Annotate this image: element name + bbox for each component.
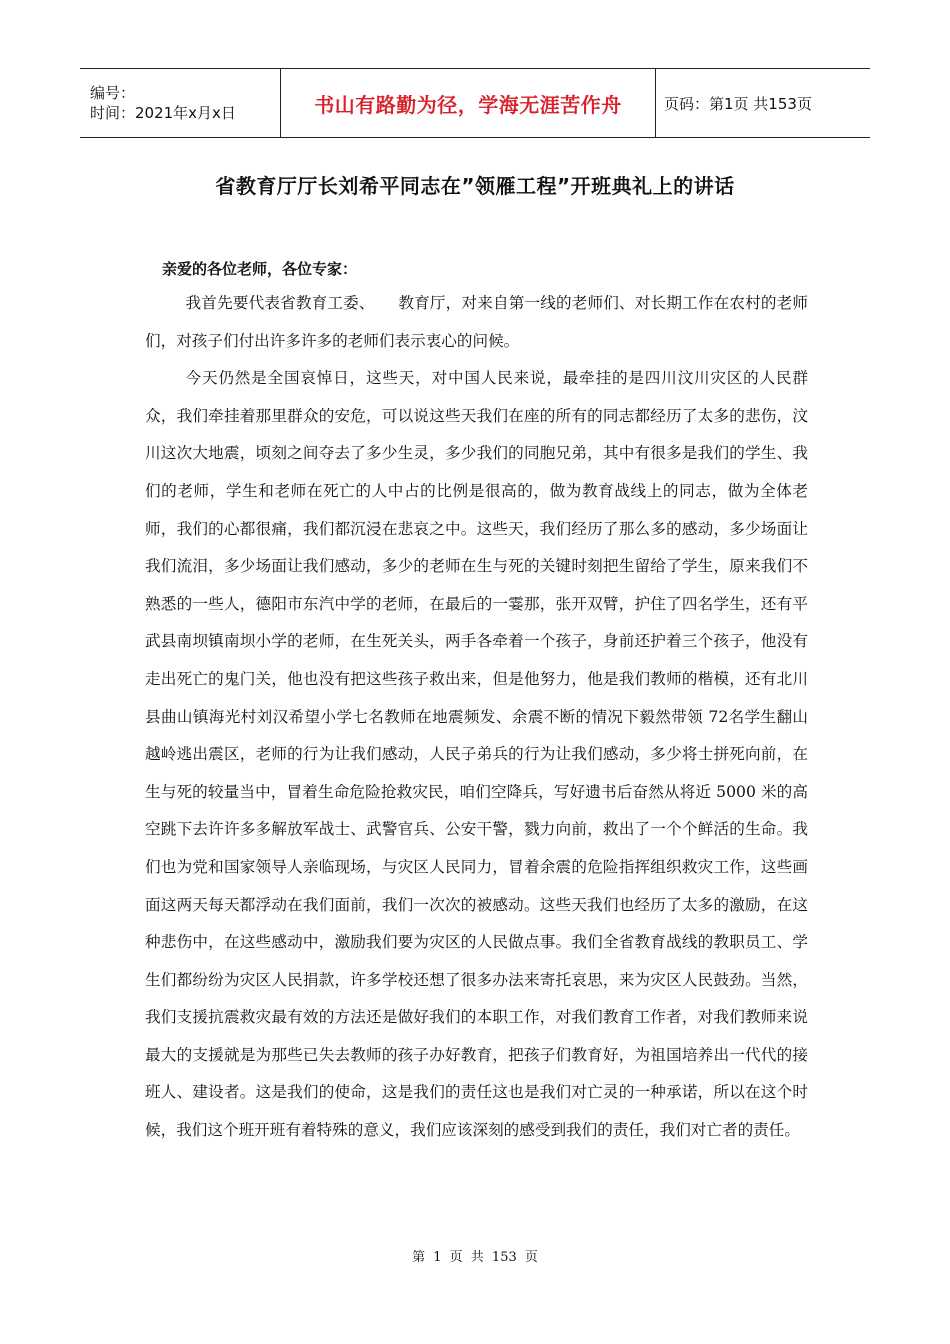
document-number-label: 编号： (90, 84, 136, 102)
salutation: 亲爱的各位老师，各位专家： (162, 260, 358, 278)
document-time: 时间：2021年x月x日 (90, 104, 236, 122)
header-motto (280, 69, 656, 137)
paragraph: 我首先要代表省教育工委、 教育厅，对来自第一线的老师们、对长期工作在农村的老师们，对孩子们付出许多许多的老师们表示衷心的问候。 (145, 294, 808, 350)
paragraph: 今天仍然是全国哀悼日，这些天，对中国人民来说，最牵挂的是四川汶川灾区的人民群众，我们牵挂着那里群众的安危，可以说这些天我们在座的所有的同志都经历了太多的悲伤，汶川这次大地震，顷刻之间夺去了多少生灵，多少我们的同胞兄弟，其中有很多是我们的学生、我们的老师，学生和老师在死亡的人中占的比例是很高的，做为教育战线上的同志，做为全体老师，我们的心都很痛，我们都沉浸在悲哀之中。这些天，我们经历了那么多的感动，多少场面让我们流泪，多少场面让我们感动，多少的老师在生与死的关键时刻把生留给了学生，原来我们不熟悉的一些人，德阳市东汽中学的老师，在最后的一霎那，张开双臂，护住了四名学生，还有平武县南坝镇南坝小学的老师，在生死关头，两手各牵着一个孩子，身前还护着三个孩子，他没有走出死亡的鬼门关，他也没有把这些孩子救出来，但是他努力，他是我们教师的楷模，还有北川县曲山镇海光村刘汉希望小学七名教师在地震频发、余震不断的情况下毅然带领 72名学生翻山越岭逃出震区，老师的行为让我们感动，人民子弟兵的行为让我们感动，多少将士拼死向前，在生与死的较量当中，冒着生命危险抢救灾民，咱们空降兵，写好遗书后奋然从将近 5000 米的高空跳下去许许多多解放军战士、武警官兵、公安干警，戮力向前，救出了一个个鲜活的生命。我们也为党和国家领导人亲临现场，与灾区人民同力，冒着余震的危险指挥组织救灾工作，这些画面这两天每天都浮动在我们面前，我们一次次的被感动。这些天我们也经历了太多的激励，在这种悲伤中，在这些感动中，激励我们要为灾区的人民做点事。我们全省教育战线的教职员工、学生们都纷纷为灾区人民捐款，许多学校还想了很多办法来寄托哀思，来为灾区人民鼓劲。当然，我们支援抗震救灾最有效的方法还是做好我们的本职工作，对我们教育工作者，对我们教师来说最大的支援就是为那些已失去教师的孩子办好教育，把孩子们教育好，为祖国培养出一代代的接班人、建设者。这是我们的使命，这是我们的责任这也是我们对亡灵的一种承诺，所以在这个时候，我们这个班开班有着特殊的意义，我们应该深刻的感受到我们的责任，我们对亡者的责任。 (145, 369, 808, 1140)
page-footer: 第 1 页 共 153 页 (412, 1250, 538, 1265)
document-title: 省教育厅厅长刘希平同志在”领雁工程”开班典礼上的讲话 (215, 174, 735, 198)
page-info-text: 页码：第1页 共153页 (664, 94, 812, 113)
header-table (80, 68, 870, 138)
speech-body (145, 285, 808, 1150)
motto-text: 书山有路勤为径，学海无涯苦作舟 (314, 92, 622, 117)
header-meta (80, 69, 280, 137)
header-page-info (656, 69, 870, 137)
